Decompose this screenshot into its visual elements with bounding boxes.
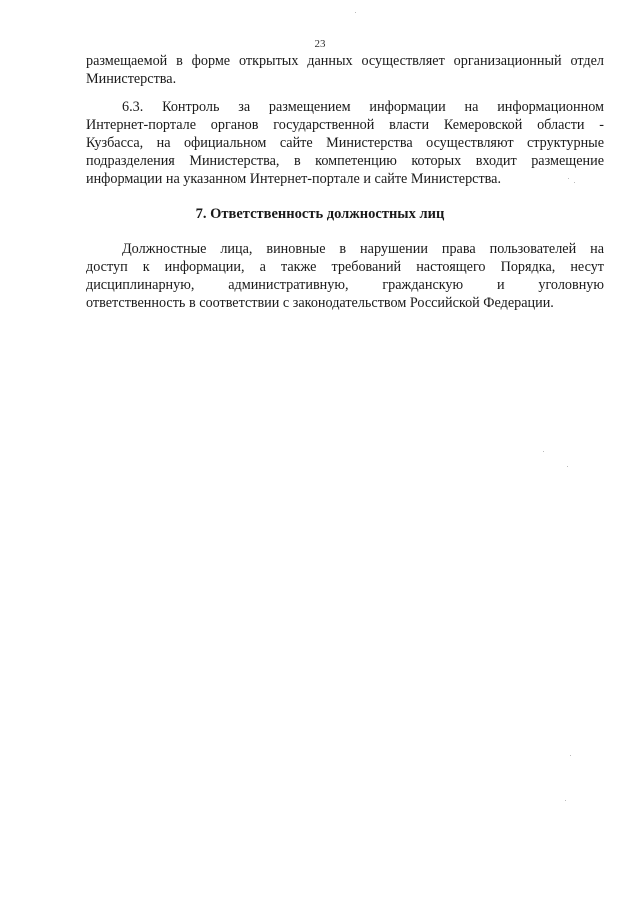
scan-speck	[568, 178, 569, 179]
paragraph-line: информации на указанном Интернет-портале и сайте Министерства.	[86, 171, 502, 187]
paragraph-7	[86, 240, 604, 312]
paragraph-line: Интернет-портале органов государственной власти Кемеровской области -	[86, 117, 604, 133]
paragraph-line: Должностные лица, виновные в нарушении права пользователей на	[122, 241, 604, 257]
section-title: 7. Ответственность должностных лиц	[195, 206, 445, 222]
paragraph-line: Кузбасса, на официальном сайте Министерства осуществляют структурные	[86, 135, 604, 151]
paragraph-line: дисциплинарную, административную, гражданскую и уголовную	[86, 277, 604, 293]
paragraph-6-3	[86, 98, 604, 188]
paragraph-line: 6.3. Контроль за размещением информации на информационном	[122, 99, 604, 115]
paragraph-top	[86, 52, 604, 88]
paragraph-line: размещаемой в форме открытых данных осуществляет организационный отдел	[86, 53, 604, 69]
paragraph-line: Министерства.	[86, 71, 177, 87]
paragraph-line: подразделения Министерства, в компетенцию которых входит размещение	[86, 153, 604, 169]
scan-speck	[565, 800, 566, 801]
page-number: 23	[314, 38, 326, 50]
scan-speck	[355, 12, 356, 13]
scan-speck	[570, 755, 571, 756]
paragraph-line: доступ к информации, а также требований настоящего Порядка, несут	[86, 259, 604, 275]
scan-speck	[543, 451, 544, 452]
scan-speck	[574, 182, 575, 183]
scan-speck	[567, 466, 568, 467]
paragraph-line: ответственность в соответствии с законодательством Российской Федерации.	[86, 295, 554, 311]
